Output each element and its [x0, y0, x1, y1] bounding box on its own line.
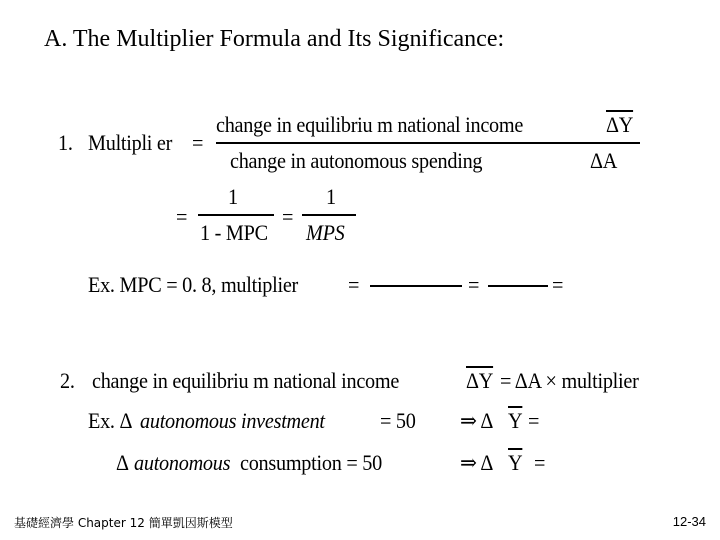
delta-a-symbol: ΔA [590, 148, 618, 173]
delta-y-symbol: $\overline{\Delta Y}$ [466, 368, 494, 393]
autonomous-investment-text: autonomous investment [140, 408, 325, 433]
blank-line [370, 285, 462, 287]
blank-line [488, 285, 548, 287]
fraction-bar [302, 214, 356, 216]
equals-sign: = [552, 272, 564, 297]
numerator-text: change in equilibriu m national income [216, 112, 524, 137]
equals-sign: = [192, 130, 204, 155]
income-change-text: change in equilibriu m national income [92, 368, 400, 393]
denominator-text: change in autonomous spending [230, 148, 483, 173]
equals-sign: = [282, 204, 294, 229]
denominator-1-mpc: 1 - MPC [200, 220, 268, 245]
equals-sign: = [534, 450, 546, 475]
fraction-bar [216, 142, 640, 144]
denominator-mps: MPS [306, 220, 345, 245]
autonomous-text: autonomous [134, 450, 231, 475]
fraction-bar [198, 214, 274, 216]
footer-page-number: 12-34 [672, 514, 706, 529]
item-number-2: 2. [60, 368, 75, 393]
numerator-one: 1 [326, 184, 336, 209]
consumption-value-text: consumption = 50 [240, 450, 382, 475]
y-symbol: $\overline{Y}$ [508, 408, 523, 433]
equals-sign: = [468, 272, 480, 297]
investment-value: = 50 [380, 408, 416, 433]
example-prefix: Ex. Δ [88, 408, 133, 433]
slide-title: A. The Multiplier Formula and Its Significance: [44, 26, 505, 52]
equals-sign: = [348, 272, 360, 297]
delta-y-symbol: $\overline{\Delta Y}$ [606, 112, 634, 137]
equals-sign: = [176, 204, 188, 229]
delta-a-times-multiplier: = ΔA × multiplier [500, 368, 639, 393]
item-number-1: 1. [58, 130, 73, 155]
footer-course: 基礎經濟學 Chapter 12 簡單凱因斯模型 [14, 516, 233, 530]
implies-arrow: ⇒ Δ [460, 450, 494, 475]
numerator-one: 1 [228, 184, 238, 209]
implies-arrow: ⇒ Δ [460, 408, 494, 433]
y-symbol: $\overline{Y}$ [508, 450, 523, 475]
example-mpc-text: Ex. MPC = 0. 8, multiplier [88, 272, 299, 297]
equals-sign: = [528, 408, 540, 433]
delta-symbol: Δ [116, 450, 129, 475]
multiplier-label: Multipli er [88, 130, 173, 155]
